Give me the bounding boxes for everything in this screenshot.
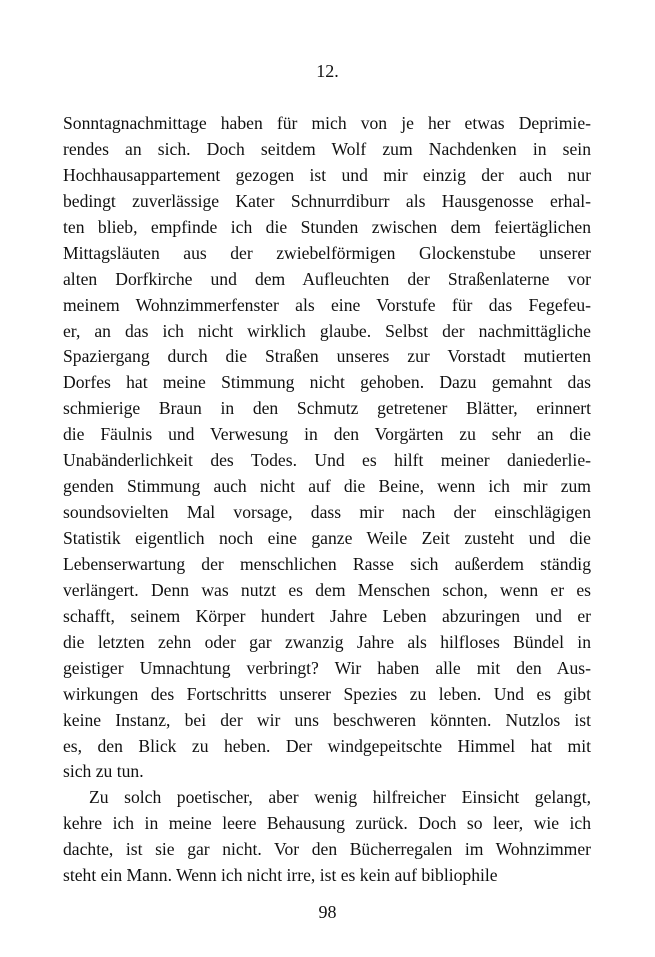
text-line: soundsovielten Mal vorsage, dass mir nach der einschlägigen: [63, 502, 591, 523]
text-line: meinem Wohnzimmerfenster als eine Vorstufe für das Fegefeu-: [63, 294, 591, 315]
text-line: ten blieb, empfinde ich die Stunden zwischen dem feiertäglichen: [63, 216, 591, 237]
text-line: sich zu tun.: [63, 761, 144, 782]
text-line: wirkungen des Fortschritts unserer Spezies zu leben. Und es gibt: [63, 683, 591, 704]
text-line: Statistik eigentlich noch eine ganze Weile Zeit zusteht und die: [63, 528, 591, 548]
text-line: Mittagsläuten aus der zwiebelförmigen Glockenstube unserer: [63, 242, 591, 263]
page-number: 98: [318, 902, 337, 922]
text-line: er, an das ich nicht wirklich glaube. Selbst der nachmittägliche: [63, 320, 591, 341]
text-line: Unabänderlichkeit des Todes. Und es hilft meiner daniederlie-: [63, 450, 591, 471]
body-text: [63, 111, 591, 889]
text-line: es, den Blick zu heben. Der windgepeitschte Himmel hat mit: [63, 735, 591, 756]
text-line: genden Stimmung auch nicht auf die Beine, wenn ich mir zum: [63, 476, 591, 497]
text-line: Hochhausappartement gezogen ist und mir einzig der auch nur: [63, 164, 591, 185]
text-line: Spaziergang durch die Straßen unseres zur Vorstadt mutierten: [63, 346, 591, 367]
text-line: schmierige Braun in den Schmutz getretener Blätter, erinnert: [63, 398, 591, 419]
text-line: kehre ich in meine leere Behausung zurück. Doch so leer, wie ich: [63, 813, 591, 834]
text-line: rendes an sich. Doch seitdem Wolf zum Nachdenken in sein: [63, 138, 591, 159]
text-line: schafft, seinem Körper hundert Jahre Leben abzuringen und er: [63, 605, 591, 626]
text-line: Sonntagnachmittage haben für mich von je her etwas Deprimie-: [63, 113, 591, 133]
chapter-number: 12.: [316, 61, 339, 81]
text-line: Lebenserwartung der menschlichen Rasse sich außerdem ständig: [63, 553, 591, 574]
text-line: die Fäulnis und Verwesung in den Vorgärten zu sehr an die: [63, 424, 591, 445]
paragraph: [63, 785, 591, 889]
text-line: alten Dorfkirche und dem Aufleuchten der Straßenlaterne vor: [63, 268, 591, 289]
text-line: verlängert. Denn was nutzt es dem Menschen schon, wenn er es: [63, 579, 591, 600]
text-line: bedingt zuverlässige Kater Schnurrdiburr als Hausgenosse erhal-: [63, 190, 591, 211]
paragraph: [63, 111, 591, 785]
text-line: die letzten zehn oder gar zwanzig Jahre als hilfloses Bündel in: [63, 631, 591, 652]
text-line: keine Instanz, bei der wir uns beschweren könnten. Nutzlos ist: [63, 709, 591, 730]
text-line: steht ein Mann. Wenn ich nicht irre, ist es kein auf bibliophile: [63, 865, 498, 886]
text-line: Zu solch poetischer, aber wenig hilfreicher Einsicht gelangt,: [89, 787, 591, 808]
text-line: dachte, ist sie gar nicht. Vor den Bücherregalen im Wohnzimmer: [63, 839, 591, 860]
text-line: geistiger Umnachtung verbringt? Wir haben alle mit den Aus-: [63, 657, 591, 678]
text-line: Dorfes hat meine Stimmung nicht gehoben. Dazu gemahnt das: [63, 372, 591, 393]
